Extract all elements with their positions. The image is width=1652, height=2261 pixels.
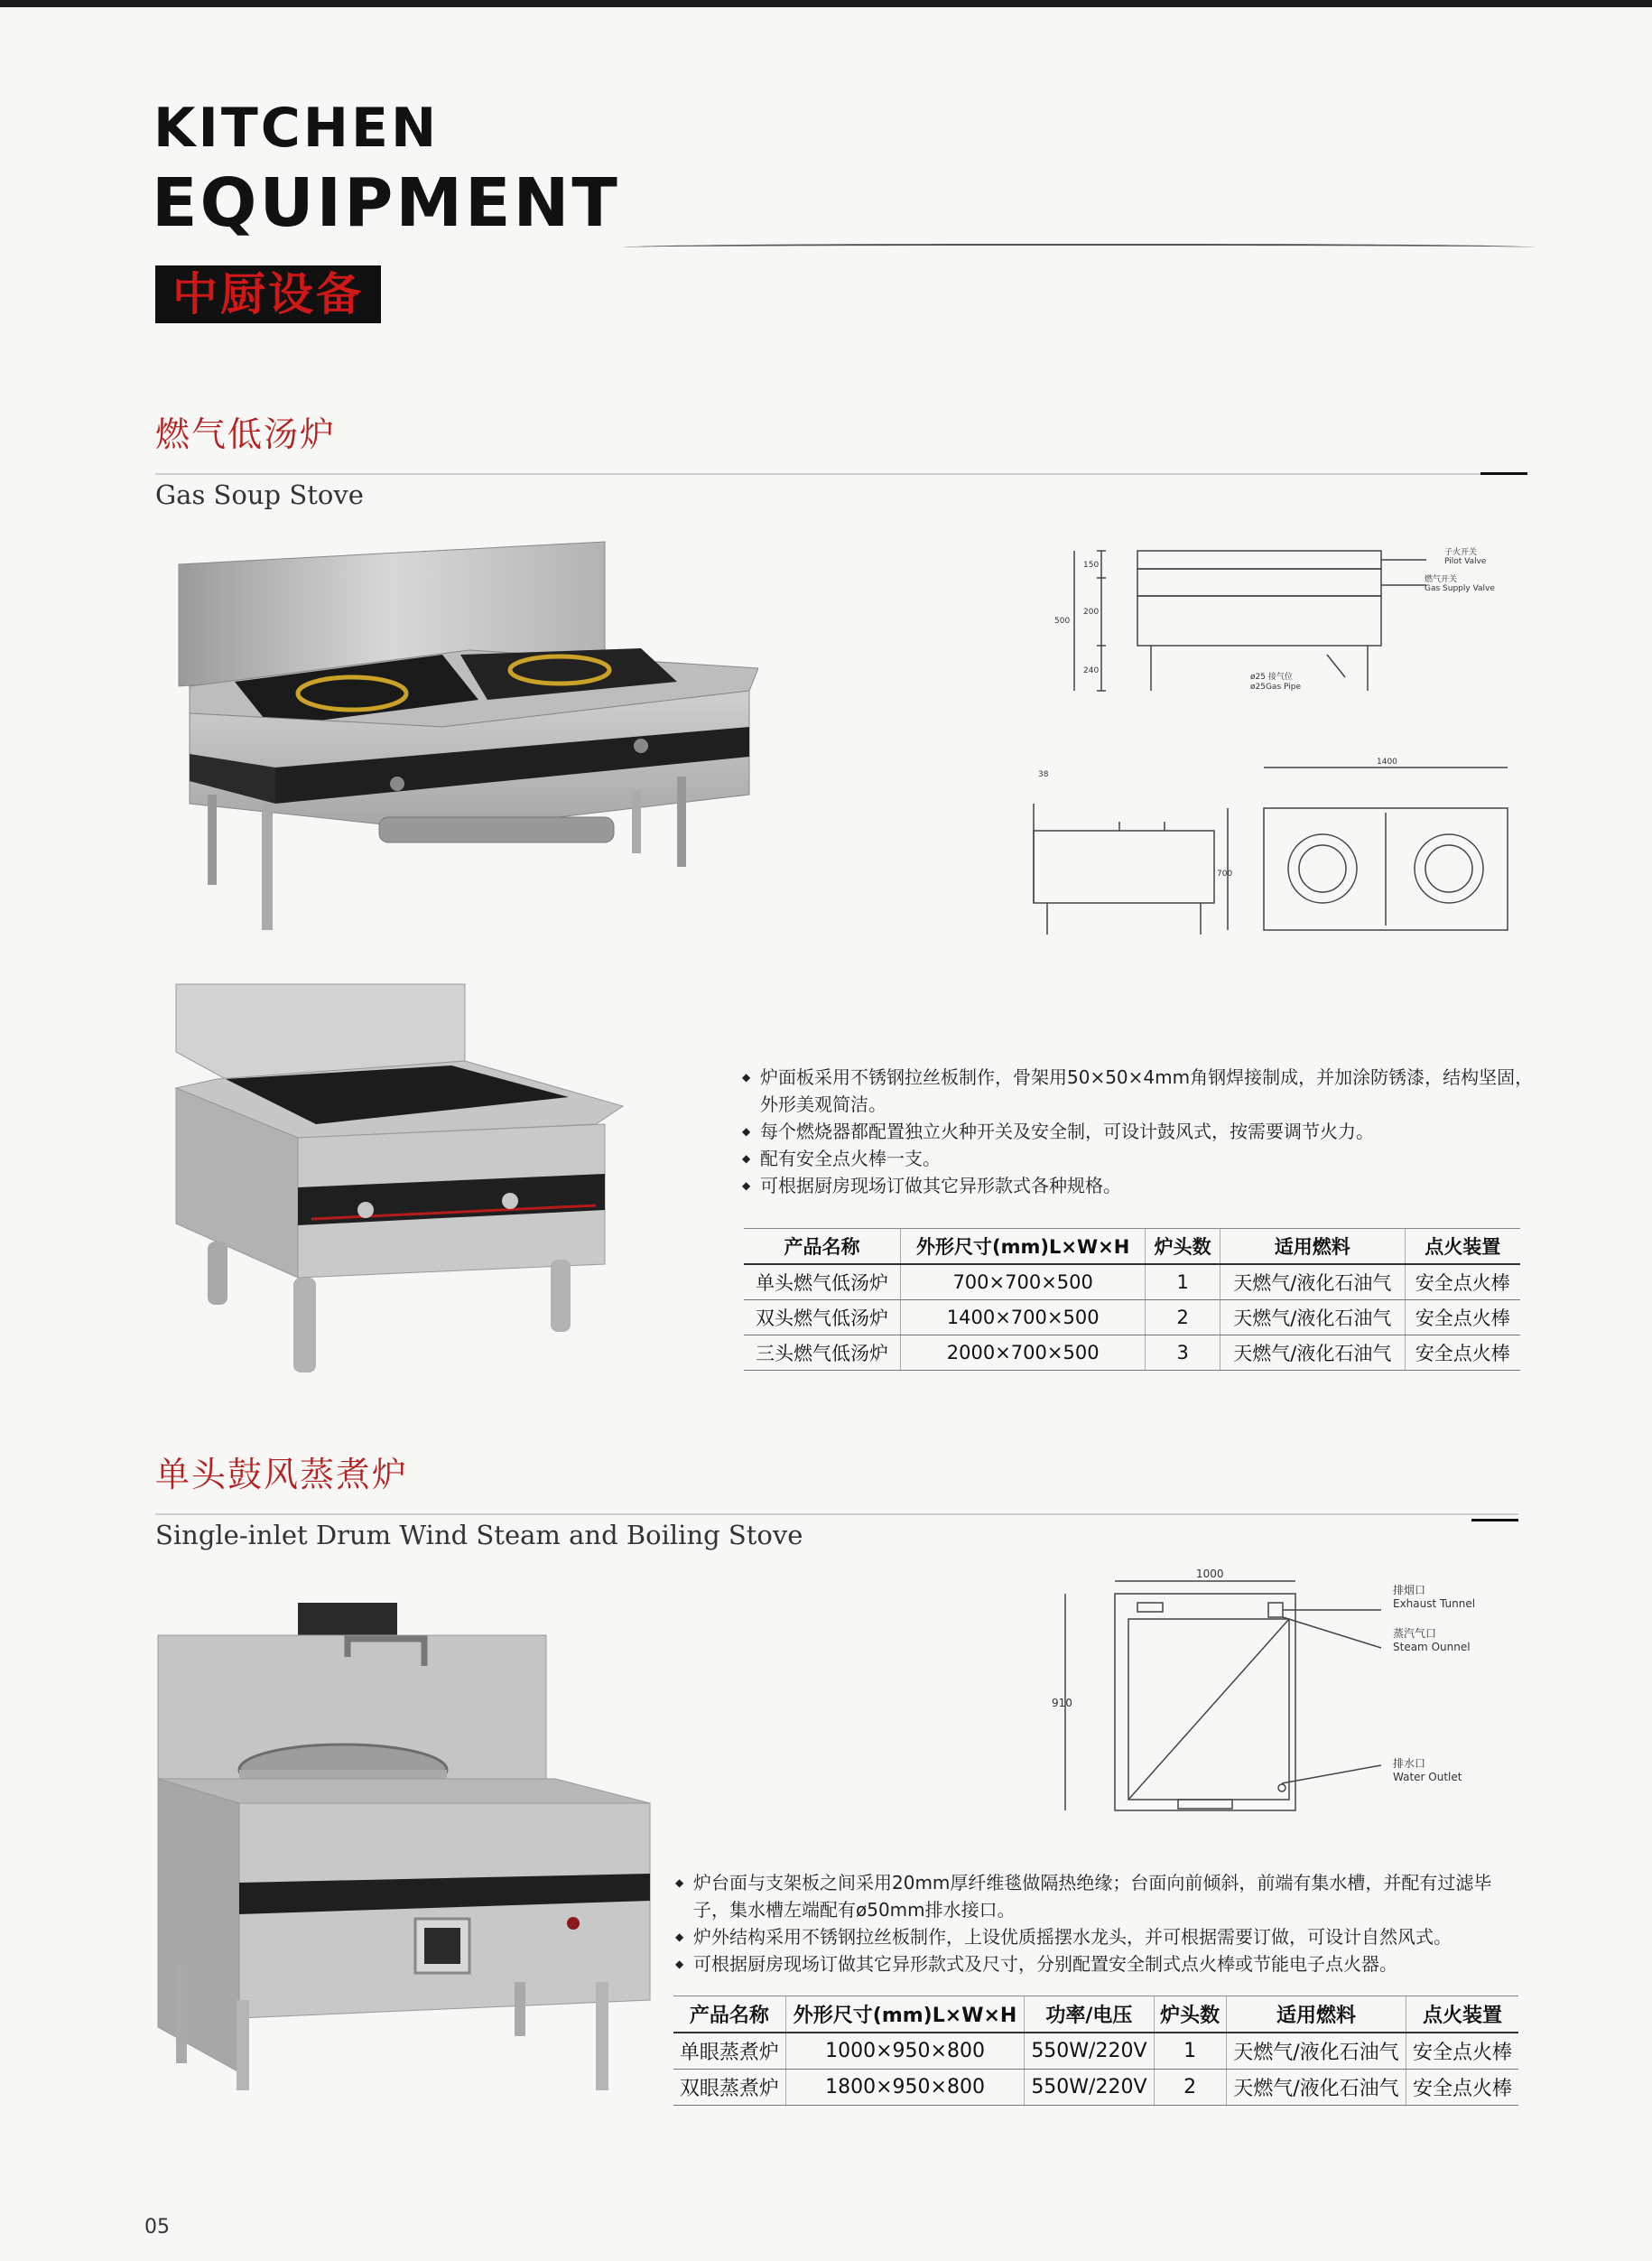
gas-pipe-label-cn: ø25 接气位 xyxy=(1250,673,1293,682)
header-product-name: 产品名称 xyxy=(673,1996,785,2033)
brand-title-line2: EQUIPMENT xyxy=(152,164,620,242)
gas-pipe-label-en: ø25Gas Pipe xyxy=(1250,683,1301,692)
table-cell: 安全点火棒 xyxy=(1405,1335,1520,1371)
category-badge: 中厨设备 xyxy=(155,265,381,323)
section2-feature-3: ◆ 可根据厨房现场订做其它异形款式及尺寸，分别配置安全制式点火棒或节能电子点火器。 xyxy=(675,1950,1519,1977)
header-power-voltage: 功率/电压 xyxy=(1025,1996,1154,2033)
header-dimensions: 外形尺寸(mm)L×W×H xyxy=(901,1229,1146,1265)
table-row xyxy=(744,1264,1520,1300)
header-fuel: 适用燃料 xyxy=(1220,1229,1405,1265)
table-cell: 1800×950×800 xyxy=(785,2070,1024,2106)
header-dimensions: 外形尺寸(mm)L×W×H xyxy=(785,1996,1024,2033)
table-cell: 天燃气/液化石油气 xyxy=(1220,1264,1405,1300)
table-cell: 双眼蒸煮炉 xyxy=(673,2070,785,2106)
header-ignition: 点火装置 xyxy=(1405,1229,1520,1265)
section2-divider xyxy=(155,1513,1518,1515)
dim-910: 910 xyxy=(1052,1697,1072,1709)
header-curve-line xyxy=(623,244,1535,247)
exhaust-label-cn: 排烟口 xyxy=(1393,1584,1426,1596)
pilot-valve-label-cn: 子火开关 xyxy=(1444,548,1478,557)
table-cell: 550W/220V xyxy=(1025,2070,1154,2106)
table-row xyxy=(673,2070,1518,2106)
pilot-valve-label-en: Pilot Valve xyxy=(1444,557,1487,566)
water-outlet-label-cn: 排水口 xyxy=(1393,1757,1426,1770)
table-cell: 1 xyxy=(1154,2033,1226,2070)
gas-supply-label-cn: 燃气开关 xyxy=(1425,575,1458,584)
section1-divider xyxy=(155,473,1524,475)
section2-title-cn: 单头鼓风蒸煮炉 xyxy=(155,1455,409,1494)
brand-title-line1: KITCHEN xyxy=(153,97,440,160)
page-number: 05 xyxy=(144,2216,170,2238)
table-cell: 安全点火棒 xyxy=(1406,2070,1518,2106)
table-cell: 2 xyxy=(1154,2070,1226,2106)
table-cell: 1 xyxy=(1146,1264,1220,1300)
dim-38: 38 xyxy=(1038,770,1049,779)
table-cell: 2000×700×500 xyxy=(901,1335,1146,1371)
section2-feature-2: ◆ 炉外结构采用不锈钢拉丝板制作，上设优质摇摆水龙头，并可根据需要订做，可设计自然风式。 xyxy=(675,1923,1519,1950)
section1-feature-1: ◆ 炉面板采用不锈钢拉丝板制作，骨架用50×50×4mm角钢焊接制成，并加涂防锈漆，结构坚固，外形美观简洁。 xyxy=(742,1064,1536,1118)
section1-title-en: Gas Soup Stove xyxy=(155,479,364,510)
section2-feature-list xyxy=(675,1869,1519,1977)
table-cell: 双头燃气低汤炉 xyxy=(744,1300,901,1335)
table-header-row xyxy=(673,1996,1518,2033)
table-cell: 三头燃气低汤炉 xyxy=(744,1335,901,1371)
header-burner-count: 炉头数 xyxy=(1146,1229,1220,1265)
table-row xyxy=(744,1300,1520,1335)
section2-feature-1: ◆ 炉台面与支架板之间采用20mm厚纤维毯做隔热绝缘；台面向前倾斜，前端有集水槽，并配有过滤毕子，集水槽左端配有ø50mm排水接口。 xyxy=(675,1869,1519,1923)
section1-title-cn: 燃气低汤炉 xyxy=(155,414,337,454)
dim-200: 200 xyxy=(1083,608,1100,617)
single-soup-stove-photo xyxy=(172,980,632,1377)
table-header-row xyxy=(744,1229,1520,1265)
header-burner-count: 炉头数 xyxy=(1154,1996,1226,2033)
table-cell: 单头燃气低汤炉 xyxy=(744,1264,901,1300)
table-cell: 天燃气/液化石油气 xyxy=(1226,2033,1406,2070)
dim-700: 700 xyxy=(1217,870,1233,879)
dim-150: 150 xyxy=(1083,561,1100,570)
dim-500: 500 xyxy=(1054,617,1071,626)
section1-feature-2: ◆ 每个燃烧器都配置独立火种开关及安全制，可设计鼓风式，按需要调节火力。 xyxy=(742,1118,1536,1145)
table-cell: 安全点火棒 xyxy=(1405,1300,1520,1335)
table-cell: 3 xyxy=(1146,1335,1220,1371)
table-cell: 天燃气/液化石油气 xyxy=(1226,2070,1406,2106)
steam-boiling-stove-photo xyxy=(153,1603,659,2095)
table-row xyxy=(673,2033,1518,2070)
exhaust-label-en: Exhaust Tunnel xyxy=(1393,1597,1476,1610)
table-cell: 安全点火棒 xyxy=(1405,1264,1520,1300)
table-cell: 单眼蒸煮炉 xyxy=(673,2033,785,2070)
section1-feature-list xyxy=(742,1064,1536,1199)
table-cell: 1000×950×800 xyxy=(785,2033,1024,2070)
dim-1400: 1400 xyxy=(1377,758,1397,767)
top-border xyxy=(0,0,1652,7)
table-cell: 550W/220V xyxy=(1025,2033,1154,2070)
header-ignition: 点火装置 xyxy=(1406,1996,1518,2033)
section1-spec-table xyxy=(744,1228,1520,1371)
section2-spec-table xyxy=(673,1996,1518,2106)
table-cell: 天燃气/液化石油气 xyxy=(1220,1300,1405,1335)
table-cell: 天燃气/液化石油气 xyxy=(1220,1335,1405,1371)
section1-divider-dash xyxy=(1480,472,1527,475)
table-row xyxy=(744,1335,1520,1371)
table-cell: 1400×700×500 xyxy=(901,1300,1146,1335)
table-cell: 700×700×500 xyxy=(901,1264,1146,1300)
section1-feature-3: ◆ 配有安全点火棒一支。 xyxy=(742,1145,1536,1172)
soup-stove-side-and-top-views xyxy=(1011,749,1526,962)
dim-1000: 1000 xyxy=(1196,1568,1224,1580)
steam-label-en: Steam Ounnel xyxy=(1393,1641,1471,1653)
section2-divider-dash xyxy=(1471,1519,1518,1521)
section2-title-en: Single-inlet Drum Wind Steam and Boiling Stove xyxy=(155,1520,803,1550)
gas-supply-label-en: Gas Supply Valve xyxy=(1425,584,1495,593)
soup-stove-front-elevation xyxy=(1047,542,1517,700)
water-outlet-label-en: Water Outlet xyxy=(1393,1771,1462,1783)
header-product-name: 产品名称 xyxy=(744,1229,901,1265)
double-soup-stove-photo xyxy=(172,533,758,939)
table-cell: 安全点火棒 xyxy=(1406,2033,1518,2070)
section1-feature-4: ◆ 可根据厨房现场订做其它异形款式各种规格。 xyxy=(742,1172,1536,1199)
steam-label-cn: 蒸汽气口 xyxy=(1393,1627,1437,1640)
steam-stove-plan-drawing xyxy=(1052,1567,1521,1838)
table-cell: 2 xyxy=(1146,1300,1220,1335)
header-fuel: 适用燃料 xyxy=(1226,1996,1406,2033)
dim-240: 240 xyxy=(1083,666,1100,675)
